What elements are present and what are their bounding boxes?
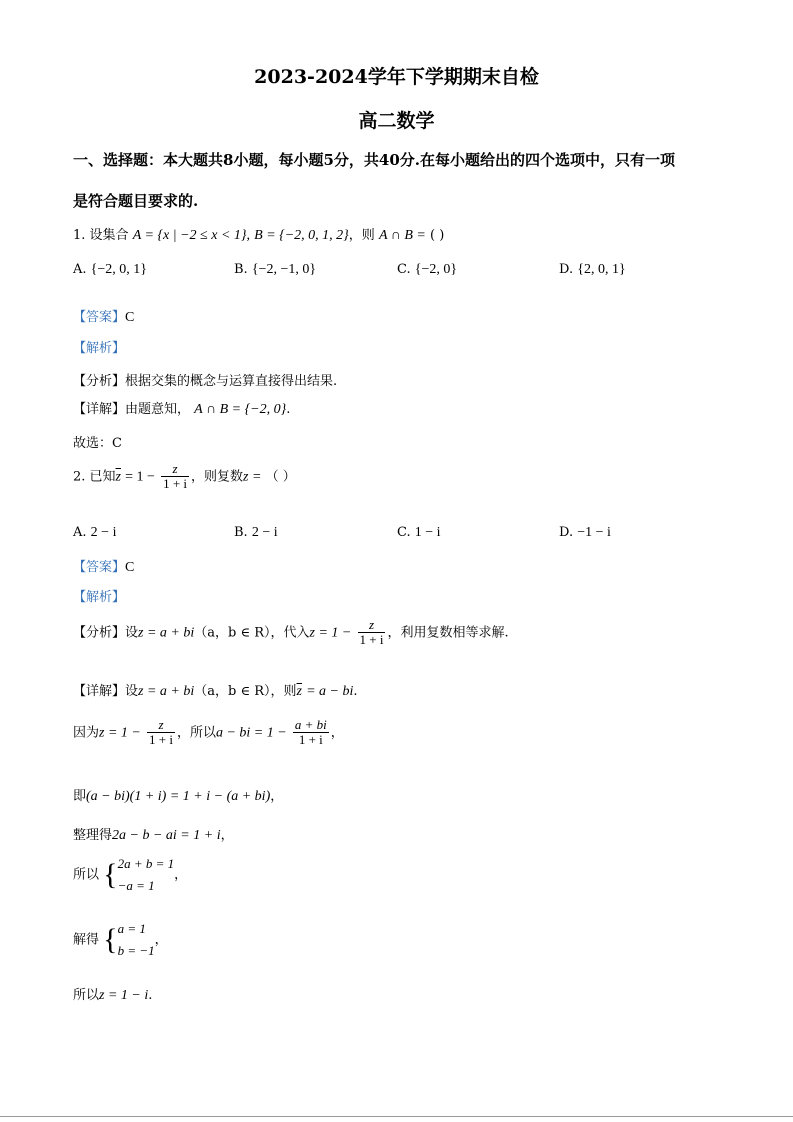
q2-option-b: B. 2 − i: [234, 525, 278, 540]
q2-zhengli: 整理得2a − b − ai = 1 + i，: [73, 828, 234, 843]
q2-ji: 即(a − bi)(1 + i) = 1 + i − (a + bi)，: [73, 789, 284, 804]
q1-xiangjie: 【详解】由题意知， A ∩ B = {−2, 0}.: [73, 402, 291, 417]
page-subtitle: 高二数学: [358, 110, 435, 132]
q1-paren: ( ): [430, 228, 445, 243]
q1-expr: A ∩ B =: [378, 228, 426, 243]
q1-option-a: A. {−2, 0, 1}: [73, 262, 148, 277]
q2-fenxi: 【分析】设z = a + bi（a，b ∈ R），代入z = 1 − $\frac{z}{1 + i}$ ，利用复数相等求解.: [73, 617, 509, 648]
q2-option-c: C. 1 − i: [397, 525, 441, 540]
q1-option-b: B. {−2, −1, 0}: [234, 262, 317, 277]
q2-answer: 【答案】C: [73, 560, 135, 575]
q1-set-a: A = {x | −2 ≤ x < 1}: [132, 228, 247, 243]
q2-option-d: D. −1 − i: [559, 525, 611, 540]
q1-answer: 【答案】C: [73, 310, 135, 325]
q2-because: 因为z = 1 − $\frac{z}{1 + i}$ ，所以a − bi = 1 − $\frac{a + bi}{1 + i}$ ，: [73, 717, 344, 748]
q2-zbar: $\overline{z}$: [115, 469, 121, 485]
q2-system-2: 解得 { a = 1 b = −1 ，: [73, 921, 168, 958]
q2-fraction: $\frac{z}{1 + i}$: [163, 461, 188, 492]
q1-option-c: C. {−2, 0}: [397, 262, 458, 277]
q2-system-1: 所以 { 2a + b = 1 −a = 1 ，: [73, 856, 188, 893]
q1-choice: 故选：C: [73, 436, 122, 451]
q1-option-d: D. {2, 0, 1}: [559, 262, 626, 277]
q2-stem: 2. 已知$\overline{z} = 1$ − $\frac{z}{1 + i}$ ，则复数z = （ ）: [73, 461, 296, 492]
section-heading-line2: 是符合题目要求的.: [73, 192, 199, 210]
left-brace-icon: {: [103, 923, 118, 956]
q1-analysis-tag: 【解析】: [73, 341, 126, 356]
q1-set-b: B = {−2, 0, 1, 2}: [254, 228, 349, 243]
page-title: 2023-2024学年下学期期末自检: [254, 66, 539, 88]
q2-analysis-tag: 【解析】: [73, 590, 126, 605]
q2-final: 所以z = 1 − i.: [73, 988, 153, 1003]
section-heading-line1: 一、选择题：本大题共8小题，每小题5分，共40分.在每小题给出的四个选项中，只有一项: [73, 151, 675, 169]
q1-stem: 1. 设集合 A = {x | −2 ≤ x < 1}, B = {−2, 0, 1, 2}，则 A ∩ B = ( ): [73, 228, 445, 243]
q2-option-a: A. 2 − i: [73, 525, 117, 540]
q2-xiangjie: 【详解】设z = a + bi（a，b ∈ R），则$\overline{z} = a$ − bi.: [73, 684, 358, 699]
left-brace-icon: {: [103, 858, 118, 891]
q1-fenxi: 【分析】根据交集的概念与运算直接得出结果.: [73, 374, 338, 389]
page-bottom-rule: [0, 1116, 793, 1117]
